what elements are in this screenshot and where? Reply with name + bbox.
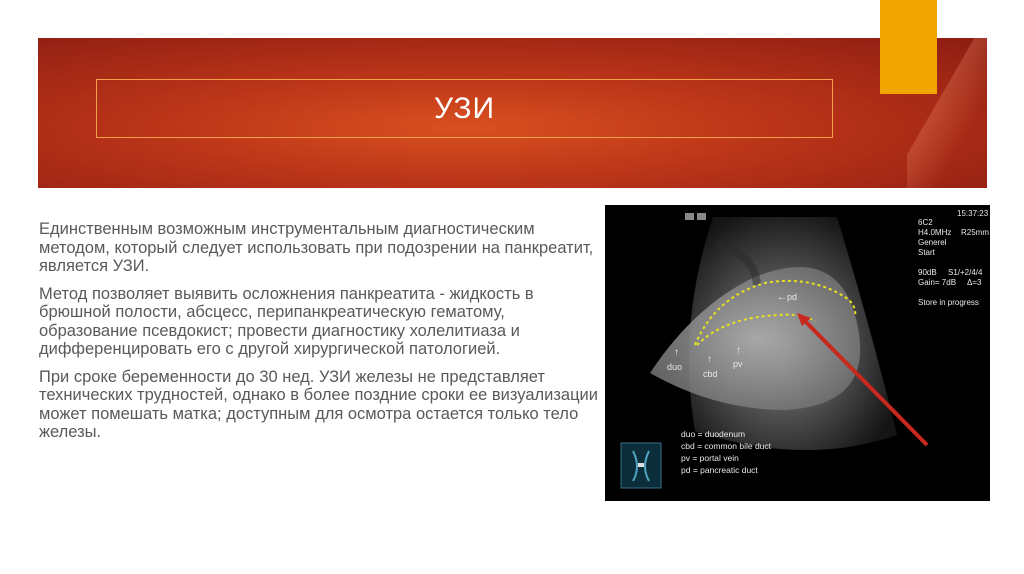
paragraph-3: При сроке беременности до 30 нед. УЗИ железы не представляет технических трудностей, однако в более поздние сроки ее визуализации может помешать матка; доступным для осмотра остается только тело железы. <box>39 367 598 441</box>
label-cbd: cbd <box>703 369 718 379</box>
store-status: Store in progress <box>918 298 979 307</box>
probe-label: 6C2 <box>918 218 933 227</box>
legend-duo: duo = duodenum <box>681 429 746 439</box>
label-pd: pd <box>787 292 798 302</box>
accent-tab <box>880 0 937 94</box>
body-text <box>39 220 599 451</box>
paragraph-2: Метод позволяет выявить осложнения панкреатита - жидкость в брюшной полости, абсцесс, перипанкреатическую гематому, образование псевдокист; провести диагностику холелитиаза и дифференцировать его с другой хирургической патологией. <box>39 284 534 358</box>
label-pv: pv <box>733 359 743 369</box>
thumbnail-panel <box>621 443 661 488</box>
paragraph-1: Единственным возможным инструментальным диагностическим методом, который следует использовать при подозрении на панкреатит, является УЗИ. <box>39 220 594 275</box>
gain-label: Gain= 7dB <box>918 278 957 287</box>
mode2-label: Start <box>918 248 935 257</box>
mode1-label: Generel <box>918 238 947 247</box>
marker-pd: ← <box>777 292 787 303</box>
delta-label: Δ=3 <box>967 278 982 287</box>
marker-cbd: ↑ <box>707 354 712 365</box>
legend-pd: pd = pancreatic duct <box>681 465 758 475</box>
depth-label: R25mm <box>961 228 990 237</box>
label-duo: duo <box>667 362 683 372</box>
settings-label: S1/+2/4/4 <box>948 268 983 277</box>
freq-label: H4.0MHz <box>918 228 952 237</box>
marker-duo: ↑ <box>674 347 679 358</box>
legend-cbd: cbd = common bile duct <box>681 441 772 451</box>
scan-time: 15:37:23 <box>957 209 989 218</box>
small-icon-top <box>685 213 706 220</box>
legend-pv: pv = portal vein <box>681 453 739 463</box>
gain-db-label: 90dB <box>918 268 937 277</box>
ultrasound-image <box>605 205 990 501</box>
slide-title: УЗИ <box>433 92 496 125</box>
pancreas-region <box>650 267 860 410</box>
marker-pv: ↑ <box>736 345 741 356</box>
